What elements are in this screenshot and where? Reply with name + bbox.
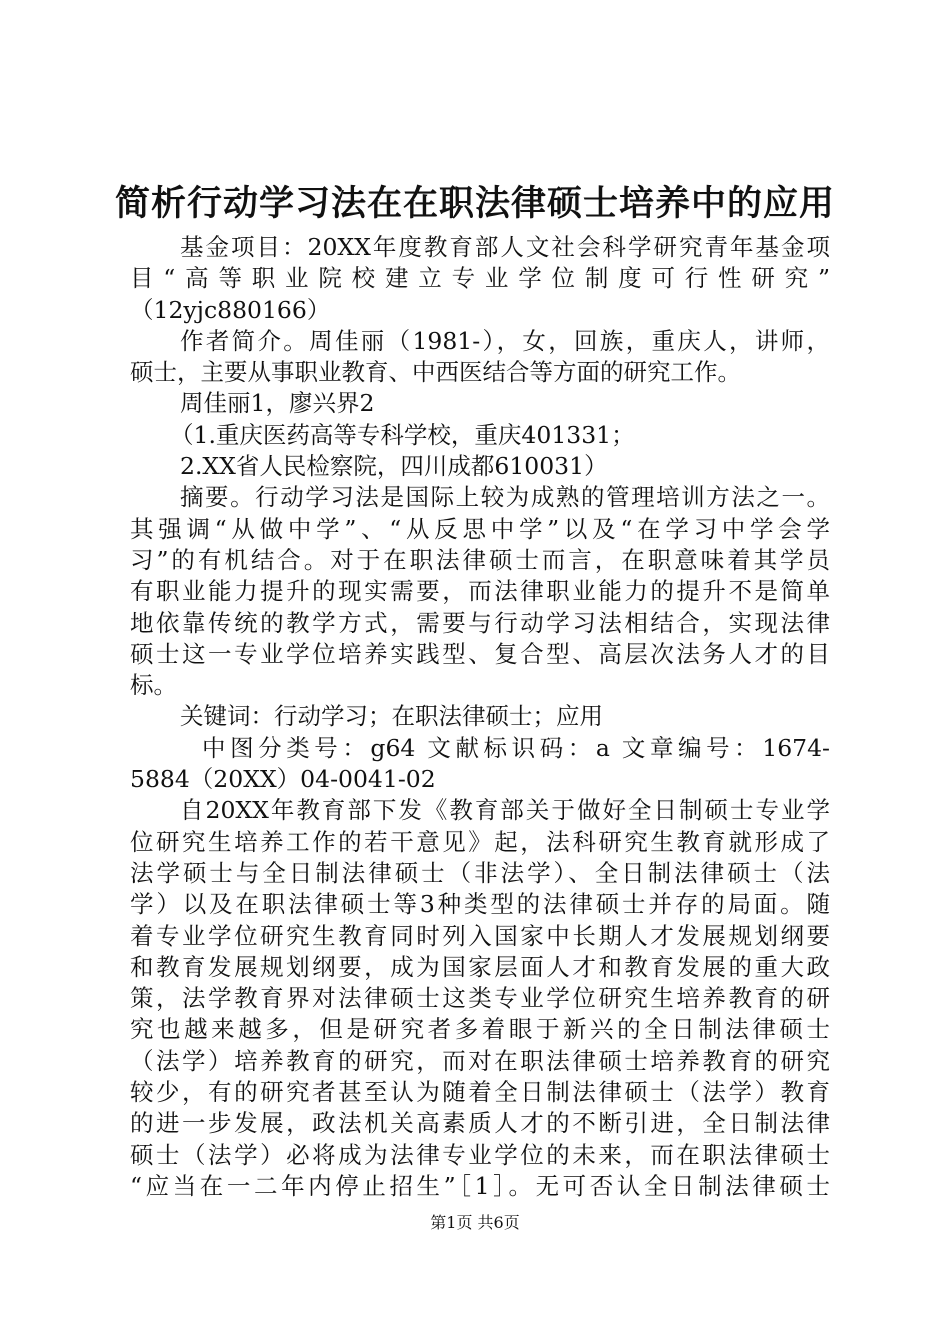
paragraph-line: 摘要。行动学习法是国际上较为成熟的管理培训方法之一。 bbox=[180, 483, 830, 512]
paragraph-line: 5884（20XX）04-0041-02 bbox=[130, 765, 436, 794]
paragraph-line: 硕士，主要从事职业教育、中西医结合等方面的研究工作。 bbox=[130, 358, 741, 387]
paragraph-line: 中图分类号：g64 文献标识码：a 文章编号：1674- bbox=[202, 733, 830, 762]
paragraph-line: 硕士（法学）必将成为法律专业学位的未来，而在职法律硕士 bbox=[130, 1140, 830, 1169]
paragraph-line: 学）以及在职法律硕士等3种类型的法律硕士并存的局面。随 bbox=[130, 890, 830, 919]
paragraph-line: 硕士这一专业学位培养实践型、复合型、高层次法务人才的目 bbox=[130, 639, 830, 668]
paragraph-line: 习”的有机结合。对于在职法律硕士而言，在职意味着其学员 bbox=[130, 545, 830, 574]
paragraph-line: 2.XX省人民检察院，四川成都610031） bbox=[180, 452, 608, 481]
paragraph-line: （法学）培养教育的研究，而对在职法律硕士培养教育的研究 bbox=[130, 1046, 830, 1075]
paragraph-line: 周佳丽1，廖兴界2 bbox=[180, 389, 375, 418]
document-title: 简析行动学习法在在职法律硕士培养中的应用 bbox=[114, 183, 835, 224]
paragraph-line: （12yjc880166） bbox=[130, 295, 331, 324]
paragraph-line: 策，法学教育界对法律硕士这类专业学位研究生培养教育的研 bbox=[130, 984, 830, 1013]
page-number-footer: 第1页 共6页 bbox=[430, 1213, 520, 1232]
paragraph-line: 法学硕士与全日制法律硕士（非法学）、全日制法律硕士（法 bbox=[130, 858, 830, 887]
paragraph-line: 较少，有的研究者甚至认为随着全日制法律硕士（法学）教育 bbox=[130, 1078, 830, 1107]
paragraph-line: （1.重庆医药高等专科学校，重庆401331； bbox=[170, 420, 635, 449]
paragraph-line: 自20XX年教育部下发《教育部关于做好全日制硕士专业学 bbox=[180, 796, 830, 825]
paragraph-line: 的进一步发展，政法机关高素质人才的不断引进，全日制法律 bbox=[130, 1109, 830, 1138]
paragraph-line: 基金项目：20XX年度教育部人文社会科学研究青年基金项 bbox=[180, 233, 830, 261]
paragraph-line: 和教育发展规划纲要，成为国家层面人才和教育发展的重大政 bbox=[130, 952, 830, 981]
paragraph-line: 标。 bbox=[130, 671, 177, 700]
paragraph-line: 作者简介。周佳丽（1981-），女，回族，重庆人，讲师， bbox=[180, 326, 830, 355]
paragraph-line: 关键词：行动学习；在职法律硕士；应用 bbox=[180, 702, 603, 731]
paragraph-line: 究也越来越多，但是研究者多着眼于新兴的全日制法律硕士 bbox=[130, 1015, 830, 1044]
paragraph-line: 位研究生培养工作的若干意见》起，法科研究生教育就形成了 bbox=[130, 827, 830, 856]
paragraph-line: 地依靠传统的教学方式，需要与行动学习法相结合，实现法律 bbox=[130, 608, 830, 637]
document-body bbox=[130, 232, 830, 1202]
paragraph-line: 有职业能力提升的现实需要，而法律职业能力的提升不是简单 bbox=[130, 577, 830, 606]
paragraph-line: “应当在一二年内停止招生”［1］。无可否认全日制法律硕士 bbox=[130, 1171, 830, 1200]
paragraph-line: 目“高等职业院校建立专业学位制度可行性研究” bbox=[130, 264, 830, 293]
paragraph-line: 着专业学位研究生教育同时列入国家中长期人才发展规划纲要 bbox=[130, 921, 830, 950]
paragraph-line: 其强调“从做中学”、“从反思中学”以及“在学习中学会学 bbox=[130, 514, 830, 543]
